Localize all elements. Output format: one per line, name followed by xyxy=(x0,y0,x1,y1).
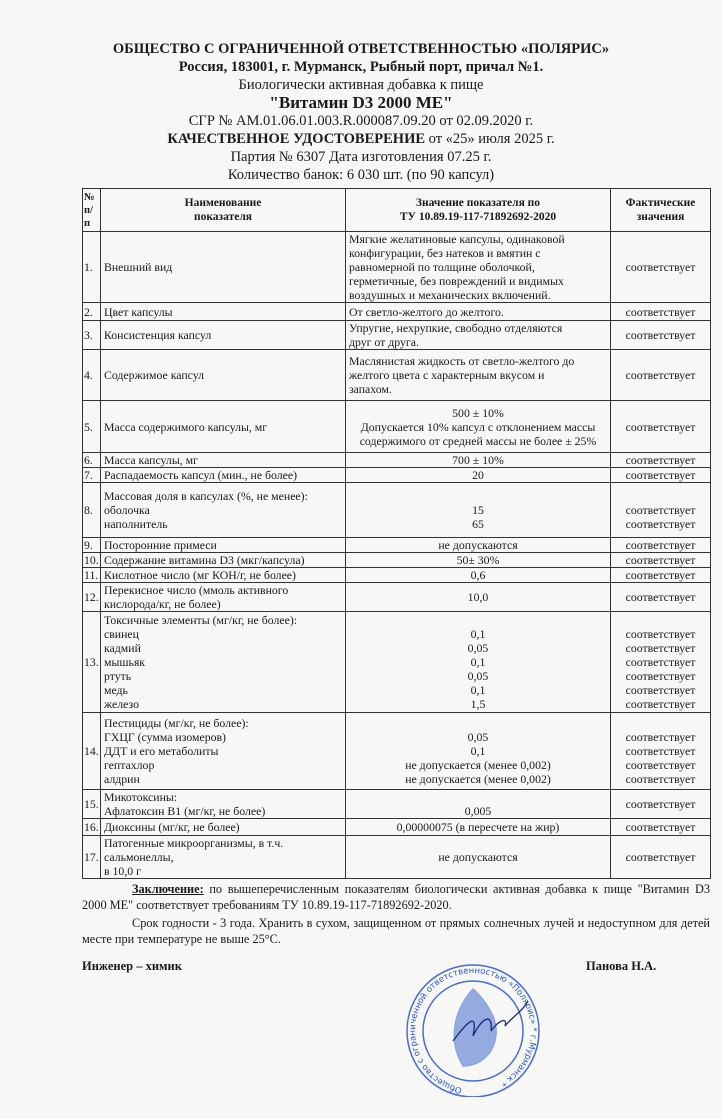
company-stamp xyxy=(393,961,553,1097)
indicator-norm-line: 10,0 xyxy=(467,590,489,604)
actual-value-line: соответствует xyxy=(625,697,696,711)
indicator-norm-line xyxy=(349,790,607,804)
row-number: 4. xyxy=(83,350,101,401)
indicator-norm-line: 700 ± 10% xyxy=(452,453,504,467)
actual-value-line: соответствует xyxy=(625,328,696,342)
actual-value-line xyxy=(614,489,707,503)
indicator-norm-line: не допускаются xyxy=(438,538,518,552)
table-row xyxy=(83,401,711,453)
actual-value xyxy=(611,321,711,350)
row-number: 7. xyxy=(83,468,101,483)
indicator-norm xyxy=(346,468,611,483)
indicator-norm xyxy=(346,612,611,713)
quantity-info: Количество банок: 6 030 шт. (по 90 капсул) xyxy=(227,167,495,183)
actual-value-line: соответствует xyxy=(625,669,696,683)
table-row xyxy=(83,303,711,321)
actual-value-line xyxy=(614,716,707,730)
indicator-norm-line: запахом. xyxy=(349,382,392,396)
table-row xyxy=(83,553,711,568)
indicator-norm-line: воздушных и механических включений. xyxy=(349,288,551,302)
storage-conditions: Срок годности - 3 года. Хранить в сухом, защищенном от прямых солнечных лучей и недоступном для детей месте при температуре не выше 25°С. xyxy=(82,916,710,946)
indicator-name-line: Содержание витамина D3 (мкг/капсула) xyxy=(104,553,305,567)
actual-value-line: соответствует xyxy=(625,655,696,669)
actual-value-line: соответствует xyxy=(625,368,696,382)
row-number: 3. xyxy=(83,321,101,350)
indicator-norm xyxy=(346,401,611,453)
table-row xyxy=(83,321,711,350)
actual-value xyxy=(611,553,711,568)
indicator-name-line: Внешний вид xyxy=(104,260,173,274)
document-header xyxy=(0,40,722,184)
stamp-text: Общество с ограниченной ответственностью «Полярис» * г.Мурманск * xyxy=(407,965,539,1095)
actual-value xyxy=(611,612,711,713)
indicator-name-line: Токсичные элементы (мг/кг, не более): xyxy=(104,613,298,627)
indicator-norm xyxy=(346,321,611,350)
indicator-norm xyxy=(346,790,611,819)
indicator-name xyxy=(101,321,346,350)
row-number: 15. xyxy=(83,790,101,819)
table-row xyxy=(83,468,711,483)
indicator-name-line: Содержимое капсул xyxy=(104,368,205,382)
indicator-norm-line xyxy=(349,613,607,627)
indicator-name-line: Распадаемость капсул (мин., не более) xyxy=(104,468,298,482)
indicator-norm-line: желтого цвета с характерным вкусом и xyxy=(349,368,545,382)
indicator-name-line: Афлатоксин В1 (мг/кг, не более) xyxy=(104,804,266,818)
indicator-norm-line: Маслянистая жидкость от светло-желтого до xyxy=(349,354,575,368)
actual-value xyxy=(611,453,711,468)
actual-value-line: соответствует xyxy=(625,744,696,758)
indicator-norm-line: 0,05 xyxy=(467,730,489,744)
indicator-name-line: Кислотное число (мг КОН/г, не более) xyxy=(104,568,296,582)
table-row xyxy=(83,538,711,553)
indicator-name-line: медь xyxy=(104,683,128,697)
table-header-row xyxy=(83,189,711,232)
actual-value-line: соответствует xyxy=(625,590,696,604)
row-number: 13. xyxy=(83,612,101,713)
indicator-name-line: сальмонеллы, xyxy=(104,850,174,864)
indicator-name-line: Консистенция капсул xyxy=(104,328,212,342)
actual-value-line: соответствует xyxy=(625,820,696,834)
row-number: 10. xyxy=(84,553,99,567)
conclusion-label: Заключение: xyxy=(132,882,204,896)
indicator-norm xyxy=(346,583,611,612)
indicator-norm-line: 50± 30% xyxy=(456,553,500,567)
indicator-norm xyxy=(346,568,611,583)
indicator-norm xyxy=(346,232,611,303)
actual-value-line: соответствует xyxy=(625,758,696,772)
indicator-norm xyxy=(346,819,611,836)
header-name: Наименование показателя xyxy=(101,189,346,232)
table-row xyxy=(83,232,711,303)
indicator-name-line: алдрин xyxy=(104,772,140,786)
indicator-name xyxy=(101,836,346,879)
indicator-name-line: Пестициды (мг/кг, не более): xyxy=(104,716,249,730)
indicator-name-line: в 10,0 г xyxy=(104,864,141,878)
indicator-name xyxy=(101,713,346,790)
indicator-norm-line: Мягкие желатиновые капсулы, одинаковой xyxy=(349,232,565,246)
actual-value-line: соответствует xyxy=(625,683,696,697)
indicator-name xyxy=(101,303,346,321)
conclusion xyxy=(82,881,710,947)
indicator-norm-line: равномерной по толщине оболочкой, xyxy=(349,260,535,274)
indicator-name-line: Масса содержимого капсулы, мг xyxy=(104,419,268,434)
indicator-name xyxy=(101,568,346,583)
indicator-name xyxy=(101,453,346,468)
indicator-name-line: гептахлор xyxy=(104,758,155,772)
indicator-name-line: Посторонние примеси xyxy=(104,538,217,552)
table-row xyxy=(83,612,711,713)
indicator-norm xyxy=(346,453,611,468)
table-row xyxy=(83,483,711,538)
actual-value-line: соответствует xyxy=(625,641,696,655)
company-address: Россия, 183001, г. Мурманск, Рыбный порт, причал №1. xyxy=(178,59,544,75)
product-name: "Витамин D3 2000 МЕ" xyxy=(269,93,453,112)
indicator-norm-line: друг от друга. xyxy=(349,335,419,349)
actual-value-line: соответствует xyxy=(625,468,696,482)
actual-value xyxy=(611,583,711,612)
conclusion-text: по вышеперечисленным показателям биологически активная добавка к пище "Витамин D3 2000 МЕ" соответствует требованиям ТУ 10.89.19-117-71892692-2020. xyxy=(82,882,710,912)
signer-position: Инженер – химик xyxy=(82,959,182,973)
indicator-name-line: железо xyxy=(104,697,139,711)
indicator-name xyxy=(101,232,346,303)
actual-value-line: соответствует xyxy=(625,260,696,274)
indicator-name xyxy=(101,819,346,836)
actual-value-line: соответствует xyxy=(625,503,696,517)
company-name: ОБЩЕСТВО С ОГРАНИЧЕННОЙ ОТВЕТСТВЕННОСТЬЮ «ПОЛЯРИС» xyxy=(112,41,610,57)
indicator-norm-line: 0,05 xyxy=(467,669,489,683)
indicator-name xyxy=(101,483,346,538)
actual-value-line: соответствует xyxy=(625,453,696,467)
actual-value-line: соответствует xyxy=(625,568,696,582)
actual-value xyxy=(611,350,711,401)
indicator-name-line: Микотоксины: xyxy=(104,790,178,804)
signature-row xyxy=(82,959,710,1099)
actual-value xyxy=(611,790,711,819)
indicator-name xyxy=(101,401,346,453)
row-number: 14. xyxy=(83,713,101,790)
indicator-norm-line: От светло-желтого до желтого. xyxy=(349,304,504,319)
indicator-name-line: Масса капсулы, мг xyxy=(104,453,198,467)
indicator-norm-line: 0,1 xyxy=(470,655,486,669)
actual-value-line: соответствует xyxy=(625,797,696,811)
indicator-name-line: кадмий xyxy=(104,641,141,655)
indicator-norm-line: 0,05 xyxy=(467,641,489,655)
actual-value xyxy=(611,819,711,836)
actual-value xyxy=(611,483,711,538)
indicator-norm-line: герметичные, без повреждений и видимых xyxy=(349,274,564,288)
actual-value-line: соответствует xyxy=(625,538,696,552)
row-number: 12. xyxy=(83,583,101,612)
row-number: 8. xyxy=(83,483,101,538)
indicator-name xyxy=(101,790,346,819)
indicator-name-line: ГХЦГ (сумма изомеров) xyxy=(104,730,226,744)
indicator-name-line: Патогенные микроорганизмы, в т.ч. xyxy=(104,836,284,850)
indicator-norm xyxy=(346,483,611,538)
indicator-norm-line: 0,1 xyxy=(470,627,486,641)
indicator-name-line: ртуть xyxy=(104,669,132,683)
indicator-name-line: свинец xyxy=(104,627,139,641)
actual-value xyxy=(611,303,711,321)
actual-value-line: соответствует xyxy=(625,627,696,641)
indicator-norm xyxy=(346,303,611,321)
indicator-norm-line: 15 xyxy=(472,503,484,517)
header-num: № п/ п xyxy=(83,189,101,232)
header-actual: Фактические значения xyxy=(611,189,711,232)
table-row xyxy=(83,453,711,468)
indicator-norm xyxy=(346,350,611,401)
indicator-norm xyxy=(346,713,611,790)
actual-value-line: соответствует xyxy=(625,304,696,319)
indicator-name-line: мышьяк xyxy=(104,655,146,669)
indicator-norm-line: 0,00000075 (в пересчете на жир) xyxy=(396,820,560,834)
table-row xyxy=(83,350,711,401)
indicator-name xyxy=(101,583,346,612)
table-row xyxy=(83,836,711,879)
actual-value xyxy=(611,713,711,790)
row-number: 9. xyxy=(83,538,101,553)
actual-value xyxy=(611,468,711,483)
signer-name: Панова Н.А. xyxy=(586,959,657,973)
indicator-name-line: ДДТ и его метаболиты xyxy=(104,744,219,758)
row-number: 6. xyxy=(83,453,101,468)
certificate-title-line xyxy=(0,130,722,148)
actual-value xyxy=(611,232,711,303)
product-type: Биологически активная добавка к пище xyxy=(238,77,484,93)
table-row xyxy=(83,819,711,836)
table-row xyxy=(83,790,711,819)
indicator-name xyxy=(101,350,346,401)
indicator-norm-line: Допускается 10% капсул с отклонением массы xyxy=(360,419,596,434)
indicator-norm xyxy=(346,836,611,879)
indicator-name xyxy=(101,553,346,568)
indicator-norm-line: не допускаются xyxy=(438,850,518,864)
indicator-norm-line: 500 ± 10% xyxy=(452,405,504,420)
indicator-norm-line: 0,005 xyxy=(464,804,492,818)
indicator-name-line: оболочка xyxy=(104,503,150,517)
sgr-number: СГР № AM.01.06.01.003.R.000087.09.20 от 02.09.2020 г. xyxy=(188,113,534,129)
indicator-name xyxy=(101,468,346,483)
indicator-name-line: Диоксины (мг/кг, не более) xyxy=(104,820,240,834)
indicator-norm-line xyxy=(349,716,607,730)
indicator-norm-line: не допускается (менее 0,002) xyxy=(405,772,551,786)
row-number: 11. xyxy=(83,568,101,583)
indicator-norm-line: 20 xyxy=(472,468,484,482)
actual-value-line xyxy=(614,613,707,627)
certificate-date: от «25» июля 2025 г. xyxy=(425,131,555,147)
indicator-norm-line xyxy=(349,489,607,503)
indicator-norm-line: конфигурации, без натеков и вмятин с xyxy=(349,246,541,260)
actual-value xyxy=(611,568,711,583)
row-number: 5. xyxy=(83,401,101,453)
row-number: 16. xyxy=(84,820,99,834)
indicator-norm-line: не допускается (менее 0,002) xyxy=(405,758,551,772)
indicator-norm xyxy=(346,538,611,553)
indicator-name xyxy=(101,538,346,553)
table-row xyxy=(83,713,711,790)
indicator-norm-line: 0,1 xyxy=(470,744,486,758)
indicator-norm-line: 0,1 xyxy=(470,683,486,697)
indicator-name-line: кислорода/кг, не более) xyxy=(104,597,221,611)
indicator-norm-line: содержимого от средней массы не более ± 25% xyxy=(359,433,597,448)
row-number: 17. xyxy=(83,836,101,879)
actual-value-line: соответствует xyxy=(625,419,696,434)
indicator-name-line: наполнитель xyxy=(104,517,168,531)
actual-value xyxy=(611,836,711,879)
indicator-norm-line: Упругие, нехрупкие, свободно отделяются xyxy=(349,321,563,335)
actual-value-line: соответствует xyxy=(625,850,696,864)
actual-value-line: соответствует xyxy=(625,772,696,786)
indicator-norm-line: 65 xyxy=(472,517,484,531)
indicator-name-line: Перекисное число (ммоль активного xyxy=(104,583,289,597)
row-number: 1. xyxy=(83,232,101,303)
actual-value-line: соответствует xyxy=(625,553,696,567)
row-number: 2. xyxy=(83,303,101,321)
batch-info: Партия № 6307 Дата изготовления 07.25 г. xyxy=(230,149,492,165)
indicator-name-line: Цвет капсулы xyxy=(104,304,173,319)
actual-value xyxy=(611,401,711,453)
indicator-norm-line: 0,6 xyxy=(470,568,486,582)
indicator-norm xyxy=(346,553,611,568)
indicator-norm-line: 1,5 xyxy=(470,697,486,711)
table-row xyxy=(83,568,711,583)
table-row xyxy=(83,583,711,612)
indicator-name xyxy=(101,612,346,713)
quality-table xyxy=(82,188,711,879)
actual-value xyxy=(611,538,711,553)
indicator-name-line: Массовая доля в капсулах (%, не менее): xyxy=(104,489,308,503)
header-value: Значение показателя по ТУ 10.89.19-117-71892692-2020 xyxy=(346,189,611,232)
certificate-title: КАЧЕСТВЕННОЕ УДОСТОВЕРЕНИЕ xyxy=(167,131,426,147)
actual-value-line: соответствует xyxy=(625,517,696,531)
actual-value-line: соответствует xyxy=(625,730,696,744)
